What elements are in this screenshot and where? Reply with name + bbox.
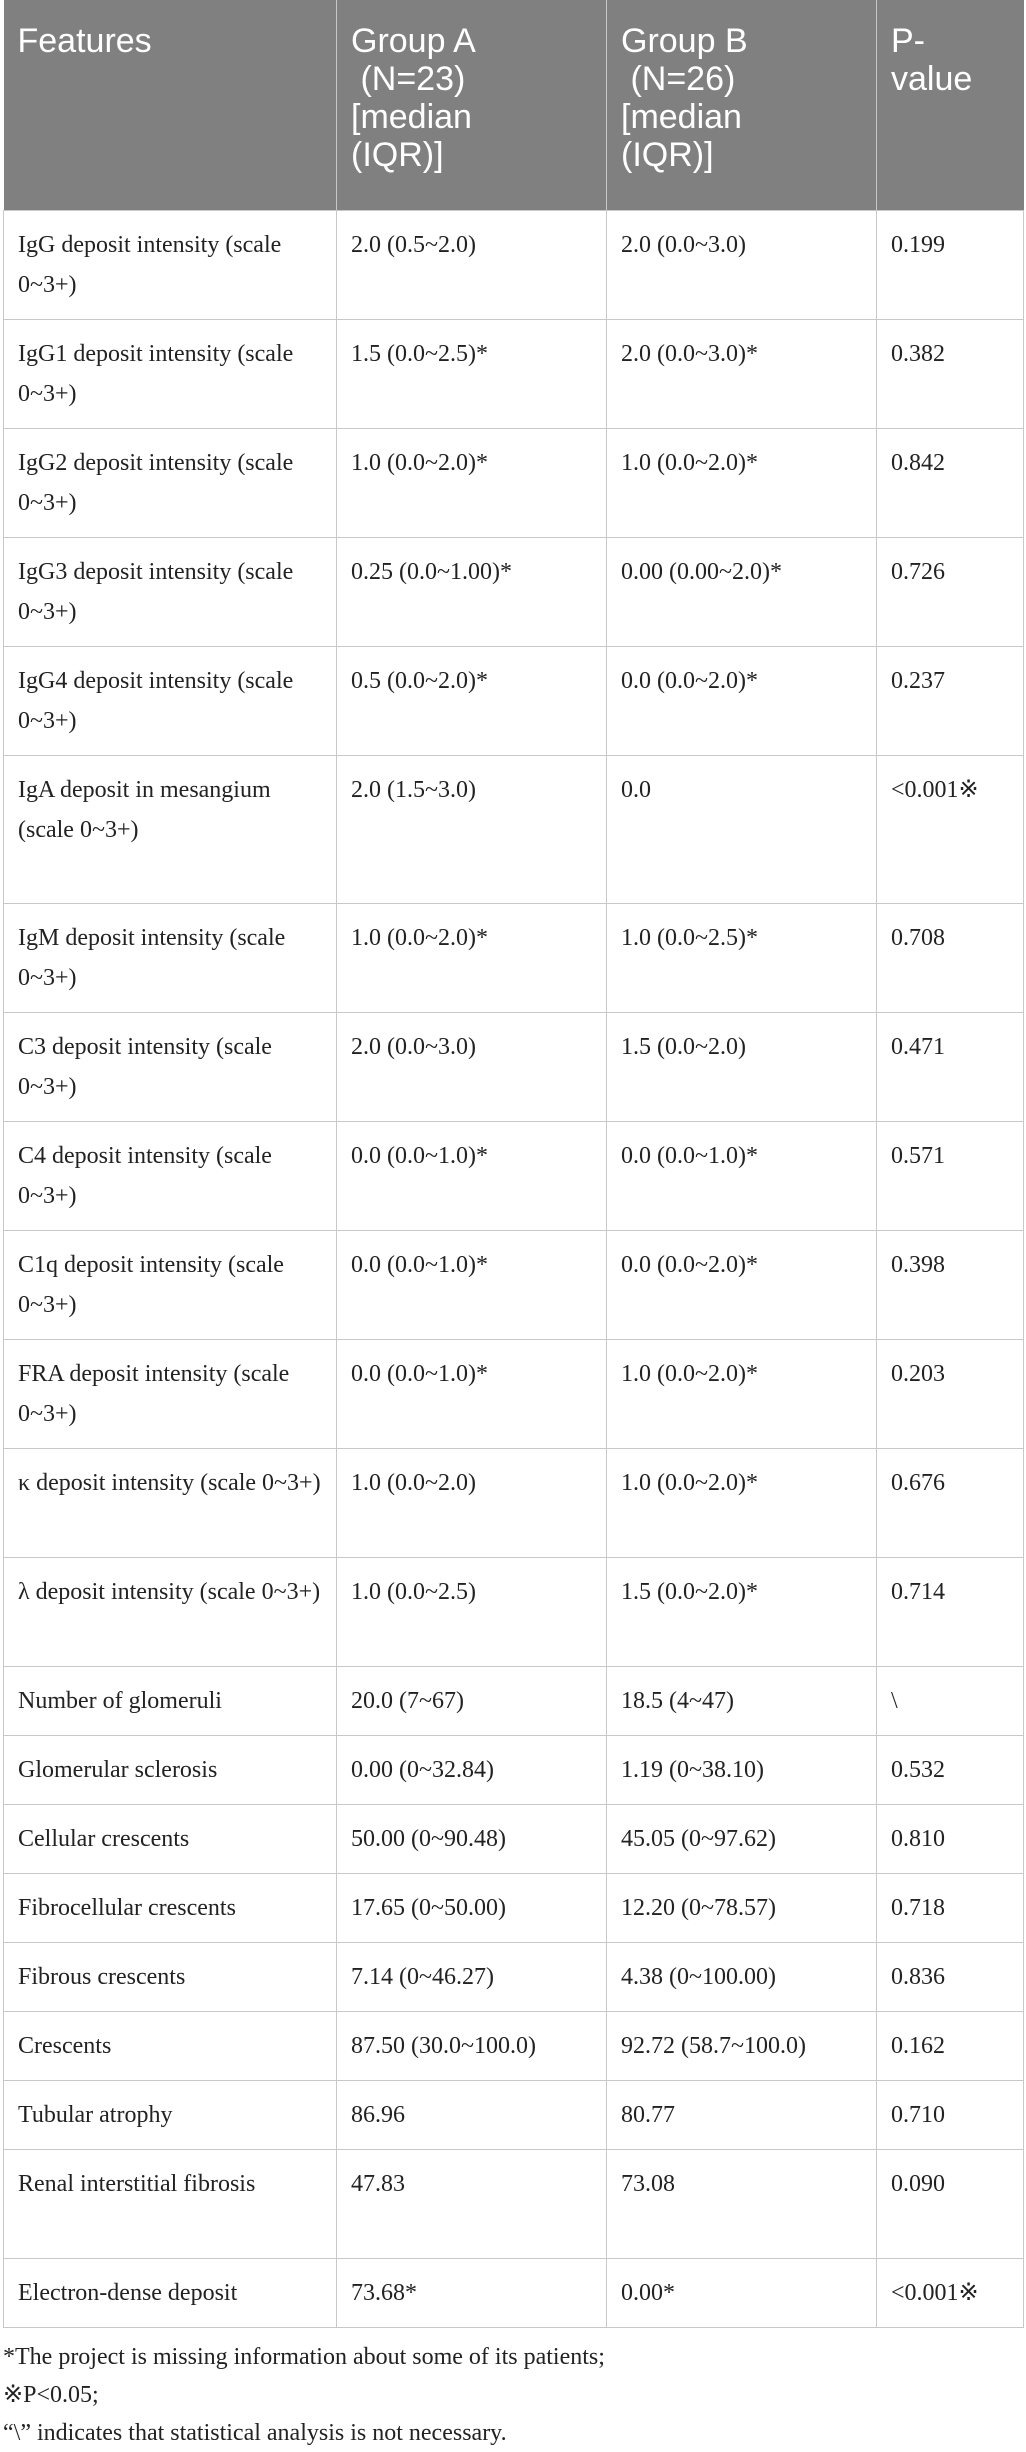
feature-cell: Glomerular sclerosis	[4, 1735, 337, 1804]
group-b-cell: 73.08	[607, 2149, 877, 2258]
table-row	[4, 2080, 1024, 2149]
p-value-cell: 0.810	[877, 1804, 1024, 1873]
feature-cell: IgG4 deposit intensity (scale 0~3+)	[4, 646, 337, 755]
feature-cell: κ deposit intensity (scale 0~3+)	[4, 1448, 337, 1557]
table-footnotes	[3, 2338, 1026, 2452]
feature-cell: IgA deposit in mesangium (scale 0~3+)	[4, 755, 337, 903]
p-value-cell: 0.571	[877, 1121, 1024, 1230]
feature-cell: Fibrous crescents	[4, 1942, 337, 2011]
p-value-cell: 0.090	[877, 2149, 1024, 2258]
feature-cell: IgG2 deposit intensity (scale 0~3+)	[4, 428, 337, 537]
group-a-cell: 0.0 (0.0~1.0)*	[337, 1230, 607, 1339]
table-row	[4, 1012, 1024, 1121]
table-row	[4, 1942, 1024, 2011]
p-value-cell: 0.398	[877, 1230, 1024, 1339]
table-row	[4, 2258, 1024, 2327]
group-b-cell: 80.77	[607, 2080, 877, 2149]
feature-cell: IgG3 deposit intensity (scale 0~3+)	[4, 537, 337, 646]
p-value-cell: \	[877, 1666, 1024, 1735]
feature-cell: IgG1 deposit intensity (scale 0~3+)	[4, 319, 337, 428]
group-b-cell: 1.19 (0~38.10)	[607, 1735, 877, 1804]
p-value-cell: <0.001※	[877, 755, 1024, 903]
group-b-cell: 1.0 (0.0~2.0)*	[607, 428, 877, 537]
p-value-cell: 0.726	[877, 537, 1024, 646]
feature-cell: Renal interstitial fibrosis	[4, 2149, 337, 2258]
group-a-cell: 2.0 (1.5~3.0)	[337, 755, 607, 903]
p-value-cell: 0.471	[877, 1012, 1024, 1121]
p-value-cell: 0.714	[877, 1557, 1024, 1666]
p-value-cell: 0.842	[877, 428, 1024, 537]
table-row	[4, 1448, 1024, 1557]
table-row	[4, 1121, 1024, 1230]
table-row	[4, 1666, 1024, 1735]
footnote-missing-info: *The project is missing information about some of its patients;	[3, 2343, 605, 2370]
feature-cell: FRA deposit intensity (scale 0~3+)	[4, 1339, 337, 1448]
group-a-cell: 1.0 (0.0~2.0)*	[337, 903, 607, 1012]
group-a-cell: 86.96	[337, 2080, 607, 2149]
group-b-cell: 0.0 (0.0~2.0)*	[607, 646, 877, 755]
group-a-cell: 0.00 (0~32.84)	[337, 1735, 607, 1804]
group-a-cell: 1.0 (0.0~2.5)	[337, 1557, 607, 1666]
group-b-cell: 1.0 (0.0~2.0)*	[607, 1339, 877, 1448]
table-row	[4, 2011, 1024, 2080]
table-row	[4, 646, 1024, 755]
feature-cell: C1q deposit intensity (scale 0~3+)	[4, 1230, 337, 1339]
p-value-cell: 0.836	[877, 1942, 1024, 2011]
group-a-cell: 47.83	[337, 2149, 607, 2258]
feature-cell: λ deposit intensity (scale 0~3+)	[4, 1557, 337, 1666]
table-header-row	[4, 0, 1024, 210]
feature-cell: Cellular crescents	[4, 1804, 337, 1873]
group-a-cell: 87.50 (30.0~100.0)	[337, 2011, 607, 2080]
table-row	[4, 1804, 1024, 1873]
group-a-cell: 0.25 (0.0~1.00)*	[337, 537, 607, 646]
footnote-no-analysis: “\” indicates that statistical analysis is not necessary.	[3, 2419, 507, 2446]
table-row	[4, 537, 1024, 646]
p-value-cell: <0.001※	[877, 2258, 1024, 2327]
p-value-cell: 0.237	[877, 646, 1024, 755]
table-row	[4, 1735, 1024, 1804]
table-row	[4, 1230, 1024, 1339]
header-group-b: Group B (N=26) [median (IQR)]	[607, 0, 877, 210]
table-row	[4, 903, 1024, 1012]
group-a-cell: 0.0 (0.0~1.0)*	[337, 1339, 607, 1448]
table-row	[4, 210, 1024, 319]
group-b-cell: 0.0 (0.0~2.0)*	[607, 1230, 877, 1339]
feature-cell: Crescents	[4, 2011, 337, 2080]
p-value-cell: 0.199	[877, 210, 1024, 319]
feature-cell: Tubular atrophy	[4, 2080, 337, 2149]
table-row	[4, 1873, 1024, 1942]
group-a-cell: 0.0 (0.0~1.0)*	[337, 1121, 607, 1230]
group-b-cell: 1.0 (0.0~2.0)*	[607, 1448, 877, 1557]
group-b-cell: 2.0 (0.0~3.0)	[607, 210, 877, 319]
group-b-cell: 0.0 (0.0~1.0)*	[607, 1121, 877, 1230]
feature-cell: C4 deposit intensity (scale 0~3+)	[4, 1121, 337, 1230]
group-b-cell: 0.0	[607, 755, 877, 903]
table-row	[4, 428, 1024, 537]
feature-cell: IgM deposit intensity (scale 0~3+)	[4, 903, 337, 1012]
group-a-cell: 1.0 (0.0~2.0)*	[337, 428, 607, 537]
group-b-cell: 1.0 (0.0~2.5)*	[607, 903, 877, 1012]
group-b-cell: 1.5 (0.0~2.0)*	[607, 1557, 877, 1666]
p-value-cell: 0.718	[877, 1873, 1024, 1942]
feature-cell: IgG deposit intensity (scale 0~3+)	[4, 210, 337, 319]
group-b-cell: 18.5 (4~47)	[607, 1666, 877, 1735]
p-value-cell: 0.162	[877, 2011, 1024, 2080]
table-row	[4, 1557, 1024, 1666]
group-a-cell: 1.5 (0.0~2.5)*	[337, 319, 607, 428]
group-b-cell: 0.00 (0.00~2.0)*	[607, 537, 877, 646]
table-row	[4, 1339, 1024, 1448]
group-b-cell: 1.5 (0.0~2.0)	[607, 1012, 877, 1121]
group-b-cell: 12.20 (0~78.57)	[607, 1873, 877, 1942]
group-b-cell: 0.00*	[607, 2258, 877, 2327]
group-a-cell: 0.5 (0.0~2.0)*	[337, 646, 607, 755]
feature-cell: Number of glomeruli	[4, 1666, 337, 1735]
results-table	[3, 0, 1024, 2328]
p-value-cell: 0.708	[877, 903, 1024, 1012]
group-a-cell: 73.68*	[337, 2258, 607, 2327]
group-b-cell: 45.05 (0~97.62)	[607, 1804, 877, 1873]
table-row	[4, 319, 1024, 428]
group-a-cell: 1.0 (0.0~2.0)	[337, 1448, 607, 1557]
group-b-cell: 2.0 (0.0~3.0)*	[607, 319, 877, 428]
group-b-cell: 92.72 (58.7~100.0)	[607, 2011, 877, 2080]
p-value-cell: 0.710	[877, 2080, 1024, 2149]
feature-cell: C3 deposit intensity (scale 0~3+)	[4, 1012, 337, 1121]
p-value-cell: 0.382	[877, 319, 1024, 428]
footnote-significance: ※P<0.05;	[3, 2381, 99, 2408]
group-a-cell: 2.0 (0.0~3.0)	[337, 1012, 607, 1121]
group-a-cell: 2.0 (0.5~2.0)	[337, 210, 607, 319]
p-value-cell: 0.203	[877, 1339, 1024, 1448]
feature-cell: Electron-dense deposit	[4, 2258, 337, 2327]
p-value-cell: 0.676	[877, 1448, 1024, 1557]
p-value-cell: 0.532	[877, 1735, 1024, 1804]
group-a-cell: 50.00 (0~90.48)	[337, 1804, 607, 1873]
table-row	[4, 2149, 1024, 2258]
table-row	[4, 755, 1024, 903]
group-a-cell: 20.0 (7~67)	[337, 1666, 607, 1735]
header-features: Features	[4, 0, 337, 210]
group-a-cell: 7.14 (0~46.27)	[337, 1942, 607, 2011]
header-p-value: P- value	[877, 0, 1024, 210]
feature-cell: Fibrocellular crescents	[4, 1873, 337, 1942]
header-group-a: Group A (N=23) [median (IQR)]	[337, 0, 607, 210]
group-b-cell: 4.38 (0~100.00)	[607, 1942, 877, 2011]
group-a-cell: 17.65 (0~50.00)	[337, 1873, 607, 1942]
